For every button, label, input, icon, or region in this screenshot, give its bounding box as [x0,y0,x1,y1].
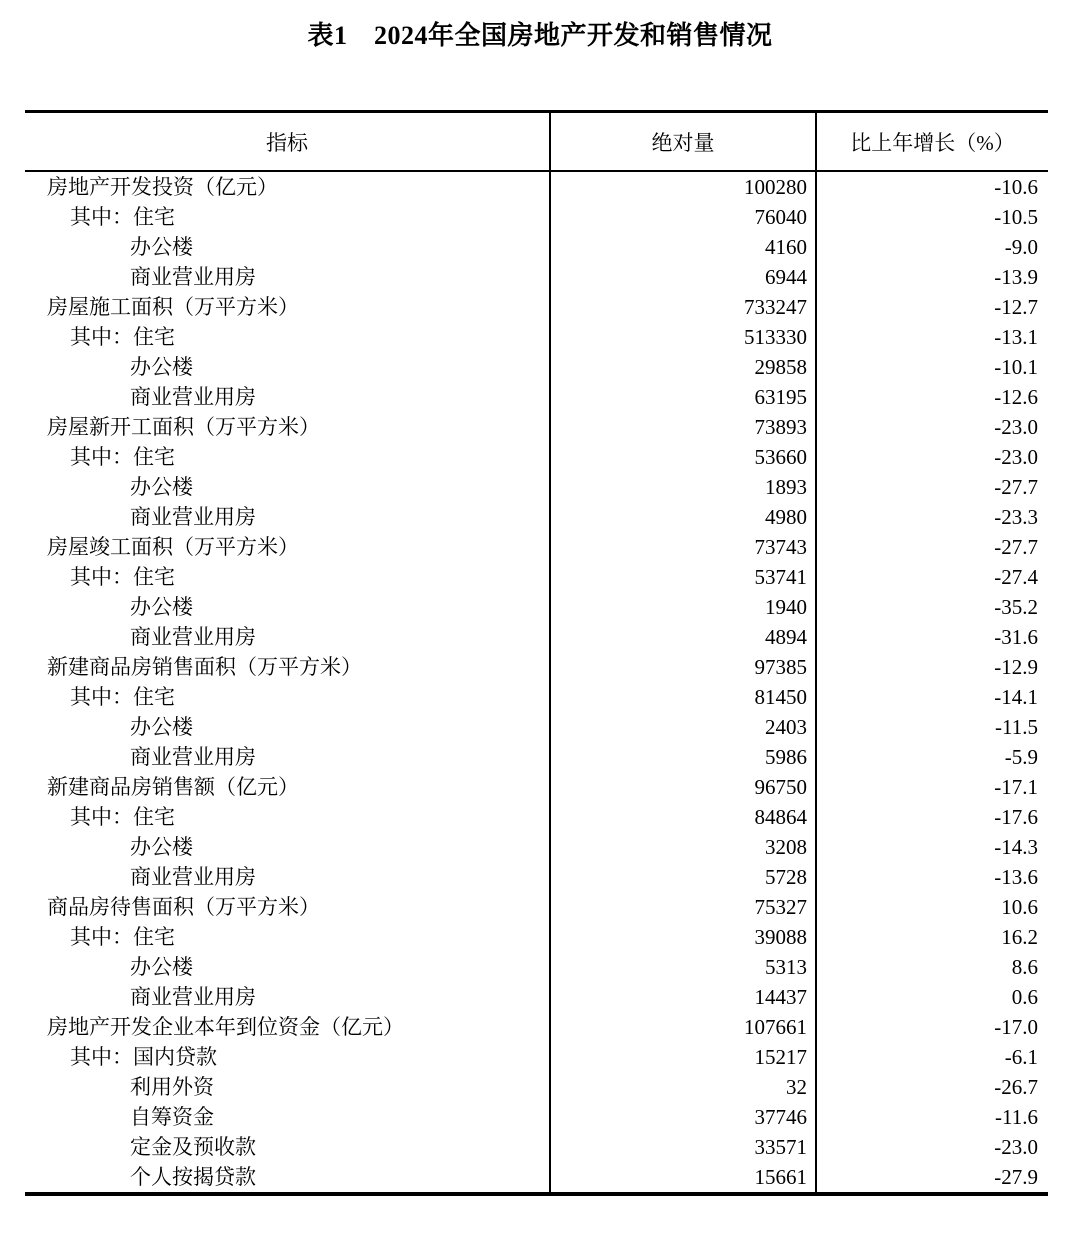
table-row [25,202,1048,232]
table-row [25,562,1048,592]
table-row [25,262,1048,292]
indicator-cell: 定金及预收款 [130,1135,256,1159]
indicator-cell: 办公楼 [130,955,193,979]
growth-cell: -27.7 [994,475,1038,499]
absolute-amount-cell: 84864 [550,802,816,832]
absolute-amount-cell: 53741 [550,562,816,592]
growth-cell: -27.7 [994,535,1038,559]
indicator-cell: 办公楼 [130,835,193,859]
growth-cell: -13.9 [994,265,1038,289]
growth-cell: -12.7 [994,295,1038,319]
table-row [25,742,1048,772]
indicator-cell: 商业营业用房 [130,385,256,409]
growth-cell: -14.1 [994,685,1038,709]
absolute-amount-cell: 29858 [550,352,816,382]
growth-cell: -9.0 [1004,235,1038,259]
table-row [25,171,1048,202]
table-body [25,171,1048,1194]
table-row [25,502,1048,532]
indicator-cell: 其中：住宅 [70,325,175,349]
table-row [25,832,1048,862]
absolute-amount-cell: 5313 [550,952,816,982]
indicator-cell: 办公楼 [130,595,193,619]
table-row [25,1162,1048,1194]
column-header-growth: 比上年增长（%） [816,112,1048,172]
table-row [25,352,1048,382]
table-row [25,802,1048,832]
growth-cell: -10.5 [994,205,1038,229]
indicator-cell: 商业营业用房 [130,265,256,289]
table-row [25,1102,1048,1132]
table-row [25,1072,1048,1102]
indicator-cell: 商业营业用房 [130,865,256,889]
growth-cell: 10.6 [1001,895,1038,919]
absolute-amount-cell: 107661 [550,1012,816,1042]
growth-cell: -13.1 [994,325,1038,349]
indicator-cell: 其中：住宅 [70,925,175,949]
table-row [25,652,1048,682]
growth-cell: 8.6 [1011,955,1038,979]
absolute-amount-cell: 97385 [550,652,816,682]
growth-cell: -11.6 [995,1105,1038,1129]
indicator-cell: 个人按揭贷款 [130,1165,256,1189]
absolute-amount-cell: 3208 [550,832,816,862]
absolute-amount-cell: 5728 [550,862,816,892]
growth-cell: -23.0 [994,415,1038,439]
indicator-cell: 新建商品房销售面积（万平方米） [47,655,362,679]
table-row [25,412,1048,442]
absolute-amount-cell: 4160 [550,232,816,262]
growth-cell: -10.6 [994,175,1038,199]
table-row [25,982,1048,1012]
indicator-cell: 办公楼 [130,475,193,499]
column-header-indicator: 指标 [25,112,550,172]
indicator-cell: 其中：住宅 [70,805,175,829]
absolute-amount-cell: 2403 [550,712,816,742]
absolute-amount-cell: 5986 [550,742,816,772]
table-row [25,922,1048,952]
absolute-amount-cell: 73743 [550,532,816,562]
table-row [25,442,1048,472]
indicator-cell: 办公楼 [130,355,193,379]
indicator-cell: 商业营业用房 [130,745,256,769]
growth-cell: -12.6 [994,385,1038,409]
growth-cell: -26.7 [994,1075,1038,1099]
growth-cell: -11.5 [995,715,1038,739]
table-row [25,712,1048,742]
absolute-amount-cell: 76040 [550,202,816,232]
absolute-amount-cell: 53660 [550,442,816,472]
column-header-absolute-amount: 绝对量 [550,112,816,172]
stats-table [25,110,1048,1196]
indicator-cell: 其中：住宅 [70,445,175,469]
absolute-amount-cell: 6944 [550,262,816,292]
indicator-cell: 房地产开发投资（亿元） [47,175,278,199]
absolute-amount-cell: 37746 [550,1102,816,1132]
absolute-amount-cell: 81450 [550,682,816,712]
table-row [25,592,1048,622]
table-row [25,1012,1048,1042]
indicator-cell: 自筹资金 [130,1105,214,1129]
table-row [25,682,1048,712]
absolute-amount-cell: 15217 [550,1042,816,1072]
absolute-amount-cell: 33571 [550,1132,816,1162]
table-row [25,952,1048,982]
table-row [25,892,1048,922]
growth-cell: 16.2 [1001,925,1038,949]
table-row [25,862,1048,892]
growth-cell: -23.0 [994,1135,1038,1159]
growth-cell: -35.2 [994,595,1038,619]
absolute-amount-cell: 1940 [550,592,816,622]
absolute-amount-cell: 14437 [550,982,816,1012]
indicator-cell: 办公楼 [130,715,193,739]
absolute-amount-cell: 15661 [550,1162,816,1194]
indicator-cell: 商业营业用房 [130,505,256,529]
indicator-cell: 其中：住宅 [70,565,175,589]
table-row [25,292,1048,322]
growth-cell: -17.6 [994,805,1038,829]
indicator-cell: 商业营业用房 [130,985,256,1009]
header-row [25,112,1048,172]
absolute-amount-cell: 1893 [550,472,816,502]
indicator-cell: 其中：住宅 [70,205,175,229]
table-row [25,532,1048,562]
indicator-cell: 办公楼 [130,235,193,259]
absolute-amount-cell: 4894 [550,622,816,652]
growth-cell: 0.6 [1011,985,1038,1009]
growth-cell: -12.9 [994,655,1038,679]
growth-cell: -27.4 [994,565,1038,589]
indicator-cell: 新建商品房销售额（亿元） [47,775,299,799]
table-row [25,1132,1048,1162]
growth-cell: -23.0 [994,445,1038,469]
table-row [25,772,1048,802]
growth-cell: -17.0 [994,1015,1038,1039]
indicator-cell: 房地产开发企业本年到位资金（亿元） [47,1015,404,1039]
absolute-amount-cell: 96750 [550,772,816,802]
indicator-cell: 商品房待售面积（万平方米） [47,895,320,919]
absolute-amount-cell: 75327 [550,892,816,922]
growth-cell: -6.1 [1004,1045,1038,1069]
growth-cell: -31.6 [994,625,1038,649]
absolute-amount-cell: 4980 [550,502,816,532]
absolute-amount-cell: 100280 [550,171,816,202]
indicator-cell: 其中：住宅 [70,685,175,709]
indicator-cell: 房屋新开工面积（万平方米） [47,415,320,439]
growth-cell: -23.3 [994,505,1038,529]
absolute-amount-cell: 733247 [550,292,816,322]
growth-cell: -10.1 [994,355,1038,379]
indicator-cell: 房屋施工面积（万平方米） [47,295,299,319]
absolute-amount-cell: 513330 [550,322,816,352]
absolute-amount-cell: 73893 [550,412,816,442]
absolute-amount-cell: 32 [550,1072,816,1102]
absolute-amount-cell: 63195 [550,382,816,412]
growth-cell: -5.9 [1004,745,1038,769]
growth-cell: -14.3 [994,835,1038,859]
growth-cell: -13.6 [994,865,1038,889]
table-title: 表1 2024年全国房地产开发和销售情况 [307,21,773,50]
table-row [25,472,1048,502]
indicator-cell: 商业营业用房 [130,625,256,649]
indicator-cell: 利用外资 [130,1075,214,1099]
table-row [25,1042,1048,1072]
growth-cell: -27.9 [994,1165,1038,1189]
absolute-amount-cell: 39088 [550,922,816,952]
table-row [25,622,1048,652]
table-row [25,232,1048,262]
indicator-cell: 房屋竣工面积（万平方米） [47,535,299,559]
table-row [25,322,1048,352]
table-row [25,382,1048,412]
indicator-cell: 其中：国内贷款 [70,1045,217,1069]
growth-cell: -17.1 [994,775,1038,799]
